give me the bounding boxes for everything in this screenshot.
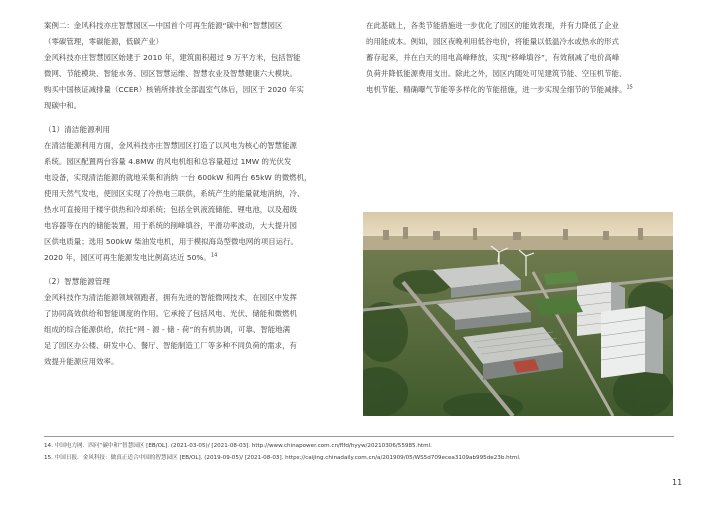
aerial-park-photo [363,212,673,416]
right-column [366,18,672,98]
right-last-line [366,82,672,98]
case-subtitle: （零碳管理，零碳能源，低碳产业） [44,37,164,46]
right-line: 负荷并降低能源费用支出。除此之外，园区内随处可见建筑节能、空压机节能、 [366,69,627,78]
section1-line: 电容器等在内的储能装置，用于系统的削峰填谷，平滑功率波动，大大提升园 [44,221,297,230]
aerial-park-illustration [363,212,673,416]
intro-line: 现碳中和。 [44,101,82,110]
footnote-14: 14. 中国电力网．四问“碳中和”智慧园区 [EB/OL]. (2021-03-05)/ [2021-08-03]. http://www.chinapower.com.cn/flfd/hyyw/20210306/55985.html. [44,443,432,449]
footnote-ref-14[interactable]: 14 [210,252,218,259]
intro-line: 购买中国核证减排量（CCER）核销所排放全部温室气体后，园区于 2020 年实 [44,85,304,94]
footnote-ref-15[interactable]: 15 [626,84,633,91]
right-line: 的用能成本。例如，园区夜晚利用低谷电价，将能量以低温冷水或热水的形式 [366,37,619,46]
footnote-15: 15. 中国日报．金风科技：做真正适合中国的智慧园区 [EB/OL]. (2019-09-05)/ [2021-08-03]. https://caijing.chinadaily.com.cn/a/201909/05/WS5d709ecea3109ab995de23b.html. [44,455,521,461]
section1-line: 使用天然气发电，使园区实现了冷热电三联供，系统产生的能量就地消纳，冷、 [44,189,305,198]
section1-line: 在清洁能源利用方面，金风科技亦庄智慧园区打造了以风电为核心的智慧能源 [44,141,297,150]
section1-line: 热水可直接用于楼宇供热和冷却系统；包括全钒液流储能、锂电池，以及超级 [44,205,297,214]
left-column [44,18,350,370]
section2-line: 金风科技作为清洁能源领域领跑者，拥有先进的智能微网技术，在园区中发挥 [44,293,297,302]
section1-line: 电设备，实现清洁能源的就地采集和消纳 一台 600kW 和两台 65kW 的微燃机， [44,173,312,182]
footnote-divider [44,436,674,437]
right-line: 蓄存起来，并在白天的用电高峰释放，实现“移峰填谷”，有效削减了电价高峰 [366,53,620,62]
section1-line: 区供电质量；选用 500kW 柴油发电机，用于模拟海岛型微电网的项目运行。 [44,237,298,246]
section2-line: 足了园区办公楼、研发中心、餐厅、智能制造工厂等多种不同负荷的需求，有 [44,341,297,350]
case-title: 案例二：金风科技亦庄智慧园区—中国首个可再生能源“碳中和”智慧园区 [44,21,283,30]
section2-line: 组成的综合能源供给，依托“网 - 源 - 储 - 荷”的有机协调，可靠、智能地满 [44,325,291,334]
page-number: 11 [672,478,683,487]
section1-line: 系统。园区配置两台容量 4.8MW 的风电机组和总容量超过 1MW 的光伏发 [44,157,292,166]
section2-line: 效提升能源应用效率。 [44,357,119,366]
section1-last-line [44,250,350,266]
section1-last-text: 2020 年，园区可再生能源发电比例高达近 50%。 [44,253,211,262]
right-line: 在此基础上，各类节能措施进一步优化了园区的能效表现，并有力降低了企业 [366,21,619,30]
right-last-text: 电机节能、精确曝气节能等多样化的节能措施，进一步实现全细节的节能减排。 [366,85,627,94]
section1-heading: （1）清洁能源利用 [44,125,111,134]
intro-line: 金风科技亦庄智慧园区始建于 2010 年，建筑面积超过 9 万平方米，包括智能 [44,53,301,62]
section2-heading: （2）智慧能源管理 [44,277,111,286]
intro-line: 微网、节能模块、智能水务、园区智慧运维、智慧农业及智慧健康六大模块。 [44,69,297,78]
section2-line: 了协同高效供给和智能调度的作用。它承接了包括风电、光伏、储能和微燃机 [44,309,297,318]
